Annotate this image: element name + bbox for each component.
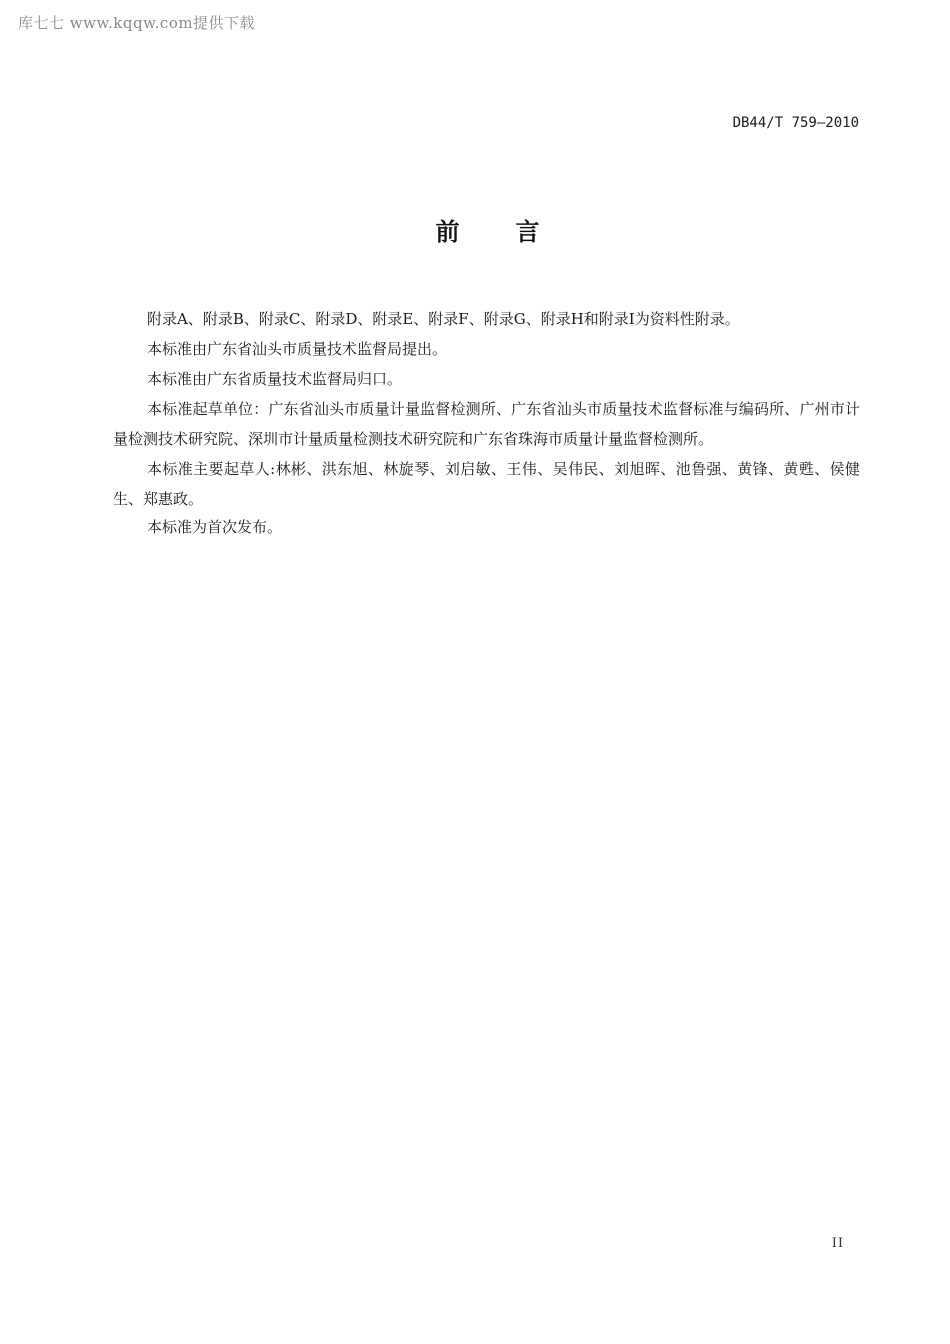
paragraph-proposer: 本标准由广东省汕头市质量技术监督局提出。: [147, 340, 448, 358]
standard-code: DB44/T 759—2010: [732, 115, 859, 131]
paragraph-drafters: 本标准主要起草人:林彬、洪东旭、林旋琴、刘启敏、王伟、吴伟民、刘旭晖、池鲁强、黄锋、黄甦、侯健生、郑惠政。: [113, 460, 860, 508]
paragraph-drafting-units: 本标准起草单位：广东省汕头市质量计量监督检测所、广东省汕头市质量技术监督标准与编码所、广州市计量检测技术研究院、深圳市计量质量检测技术研究院和广东省珠海市质量计量监督检测所。: [113, 400, 860, 448]
page-number: II: [831, 1236, 844, 1251]
paragraph-centralized: 本标准由广东省质量技术监督局归口。: [147, 370, 403, 388]
watermark-text: 库七七 www.kqqw.com提供下载: [18, 14, 256, 32]
foreword-body: [113, 304, 860, 540]
paragraph-annex-note: 附录A、附录B、附录C、附录D、附录E、附录F、附录G、附录H和附录I为资料性附录。: [147, 310, 740, 328]
paragraph-first-release: 本标准为首次发布。: [147, 518, 283, 536]
page-title: 前言: [435, 218, 596, 246]
